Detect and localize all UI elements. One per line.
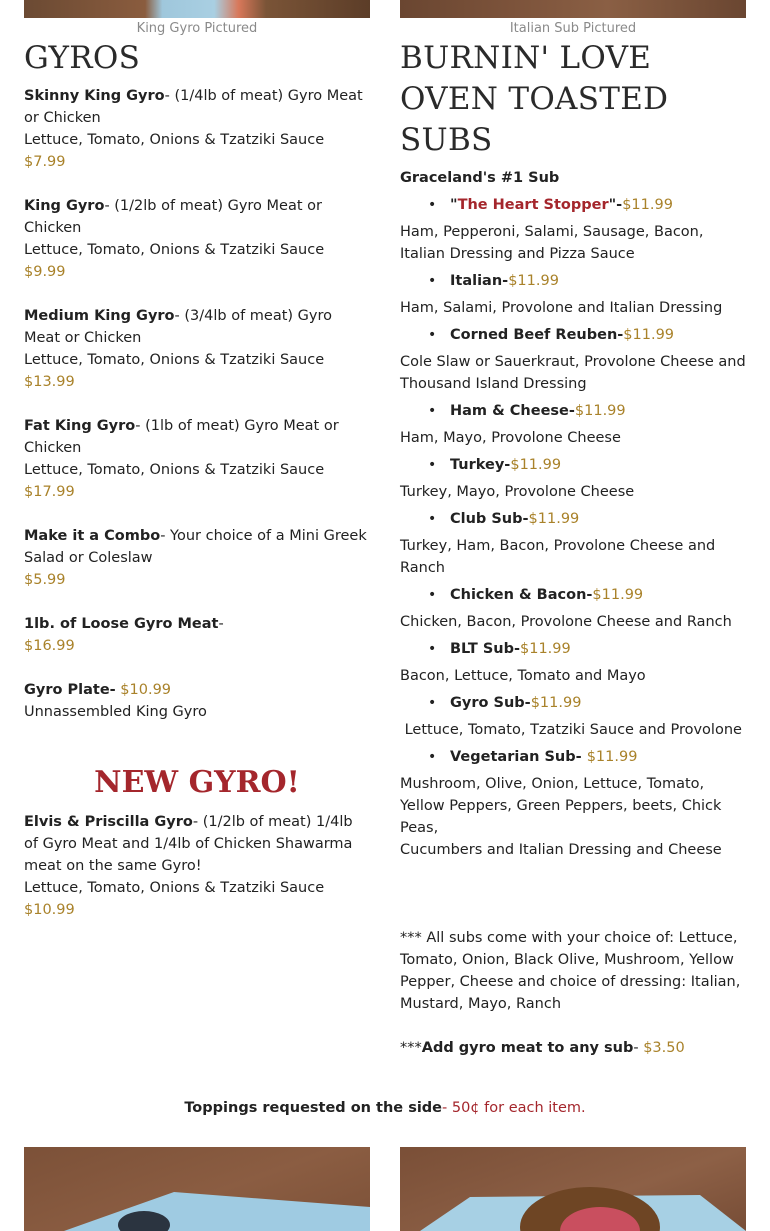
item-detail: - (1/2lb of meat) 1/4lb of Gyro Meat and 1/4lb of Chicken Shawarma meat on the same Gyro! [24, 814, 353, 874]
item-name: Turkey- [450, 457, 511, 473]
item-desc-continued: Cucumbers and Italian Dressing and Cheese [400, 842, 722, 858]
item-desc: Lettuce, Tomato, Tzatziki Sauce and Provolone [400, 722, 742, 738]
new-gyro-item [24, 811, 370, 921]
item-price: $10.99 [120, 682, 172, 698]
item-name: 1lb. of Loose Gyro Meat [24, 616, 219, 632]
item-detail: - (3/4lb of meat) Gyro Meat or Chicken [24, 308, 332, 346]
subs-note: *** All subs come with your choice of: Lettuce, Tomato, Onion, Black Olive, Mushroom, Yellow Pepper, Cheese and choice of dressing: Italian, Mustard, Mayo, Ranch [400, 930, 741, 1012]
item-desc: Ham, Mayo, Provolone Cheese [400, 430, 621, 446]
item-name: Corned Beef Reuben- [450, 327, 624, 343]
sub-item [400, 746, 746, 768]
item-desc: Ham, Pepperoni, Salami, Sausage, Bacon, Italian Dressing and Pizza Sauce [400, 224, 704, 262]
gyro-photo-bottom [24, 1147, 370, 1231]
item-name: BLT Sub- [450, 641, 520, 657]
item-name: Gyro Sub- [450, 695, 531, 711]
item-detail: - (1lb of meat) Gyro Meat or Chicken [24, 418, 339, 456]
item-name: Italian- [450, 273, 509, 289]
sub-item [400, 400, 746, 422]
item-name: Vegetarian Sub- [450, 749, 587, 765]
item-toppings: Lettuce, Tomato, Onions & Tzatziki Sauce [24, 132, 325, 148]
item-detail: - [218, 616, 224, 632]
side-toppings-line [0, 1100, 770, 1116]
gyro-plate-illustration [24, 1147, 370, 1231]
item-price: $11.99 [586, 749, 638, 765]
item-price: $9.99 [24, 264, 66, 280]
sub-plate-illustration [400, 1147, 746, 1231]
gyro-plate-item [24, 679, 370, 723]
gyros-section [24, 38, 370, 943]
quote-mark: "- [608, 197, 623, 213]
item-price: $17.99 [24, 484, 75, 500]
subs-heading: BURNIN' LOVE OVEN TOASTED SUBS [400, 40, 669, 158]
item-name: King Gyro [24, 198, 105, 214]
item-price: $11.99 [592, 587, 644, 603]
menu-item [24, 195, 370, 283]
side-label: Toppings requested on the side [184, 1100, 443, 1116]
item-desc: Bacon, Lettuce, Tomato and Mayo [400, 668, 646, 684]
gyros-heading: GYROS [24, 40, 141, 76]
sub-item [400, 692, 746, 714]
new-gyro-heading: NEW GYRO! [94, 765, 300, 800]
item-price: $11.99 [622, 197, 673, 213]
item-price: $11.99 [520, 641, 571, 657]
item-desc: Mushroom, Olive, Onion, Lettuce, Tomato, Yellow Peppers, Green Peppers, beets, Chick Peas, [400, 776, 722, 836]
item-toppings: Lettuce, Tomato, Onions & Tzatziki Sauce [24, 880, 325, 896]
item-price: $11.99 [510, 457, 562, 473]
sub-item [400, 638, 746, 660]
menu-item [24, 525, 370, 591]
quote-mark: " [450, 197, 458, 213]
side-price: 50¢ for each item. [451, 1100, 586, 1116]
sub-item [400, 270, 746, 292]
item-price: $11.99 [574, 403, 626, 419]
item-toppings: Lettuce, Tomato, Onions & Tzatziki Sauce [24, 352, 325, 368]
subs-subtitle: Graceland's #1 Sub [400, 170, 560, 186]
item-name: Skinny King Gyro [24, 88, 165, 104]
item-name: The Heart Stopper [457, 197, 609, 213]
item-price: $11.99 [530, 695, 582, 711]
sub-item [400, 454, 746, 476]
side-sep: - [442, 1100, 452, 1116]
addon-sep: - [633, 1040, 644, 1056]
addon-label: Add gyro meat to any sub [421, 1040, 634, 1056]
subs-section [400, 38, 746, 1059]
item-price: $7.99 [24, 154, 66, 170]
sub-item [400, 324, 746, 346]
item-name: Club Sub- [450, 511, 529, 527]
king-gyro-photo [24, 0, 370, 18]
item-price: $11.99 [528, 511, 580, 527]
item-detail: - (1/2lb of meat) Gyro Meat or Chicken [24, 198, 322, 236]
item-name: Make it a Combo [24, 528, 161, 544]
item-name: Elvis & Priscilla Gyro [24, 814, 193, 830]
sub-item [400, 584, 746, 606]
item-price: $11.99 [508, 273, 559, 289]
menu-item [24, 415, 370, 503]
item-desc: Chicken, Bacon, Provolone Cheese and Ranch [400, 614, 732, 630]
menu-item [24, 305, 370, 393]
addon-line [400, 1037, 746, 1059]
item-price: $10.99 [24, 902, 75, 918]
menu-item [24, 613, 370, 657]
item-toppings: Lettuce, Tomato, Onions & Tzatziki Sauce [24, 462, 325, 478]
sub-item [400, 508, 746, 530]
item-desc: Turkey, Mayo, Provolone Cheese [400, 484, 635, 500]
photo-caption-left: King Gyro Pictured [136, 21, 258, 36]
item-name: Fat King Gyro [24, 418, 136, 434]
menu-item [24, 85, 370, 173]
item-name: Gyro Plate- [24, 682, 116, 698]
sub-photo-bottom [400, 1147, 746, 1231]
item-desc: Ham, Salami, Provolone and Italian Dressing [400, 300, 723, 316]
addon-price: $3.50 [643, 1040, 685, 1056]
item-price: $11.99 [623, 327, 675, 343]
item-price: $13.99 [24, 374, 75, 390]
item-detail: - Your choice of a Mini Greek Salad or Coleslaw [24, 528, 367, 566]
item-name: Ham & Cheese- [450, 403, 575, 419]
item-name: Chicken & Bacon- [450, 587, 593, 603]
item-toppings: Lettuce, Tomato, Onions & Tzatziki Sauce [24, 242, 325, 258]
italian-sub-photo [400, 0, 746, 18]
item-detail: - (1/4lb of meat) Gyro Meat or Chicken [24, 88, 363, 126]
item-desc: Unnassembled King Gyro [24, 704, 207, 720]
photo-caption-right: Italian Sub Pictured [509, 21, 637, 36]
item-price: $16.99 [24, 638, 75, 654]
item-desc: Cole Slaw or Sauerkraut, Provolone Cheese and Thousand Island Dressing [400, 354, 746, 392]
item-price: $5.99 [24, 572, 66, 588]
sub-item-heart-stopper [400, 194, 746, 216]
item-name: Medium King Gyro [24, 308, 175, 324]
item-desc: Turkey, Ham, Bacon, Provolone Cheese and Ranch [400, 538, 716, 576]
addon-prefix: *** [400, 1040, 422, 1056]
